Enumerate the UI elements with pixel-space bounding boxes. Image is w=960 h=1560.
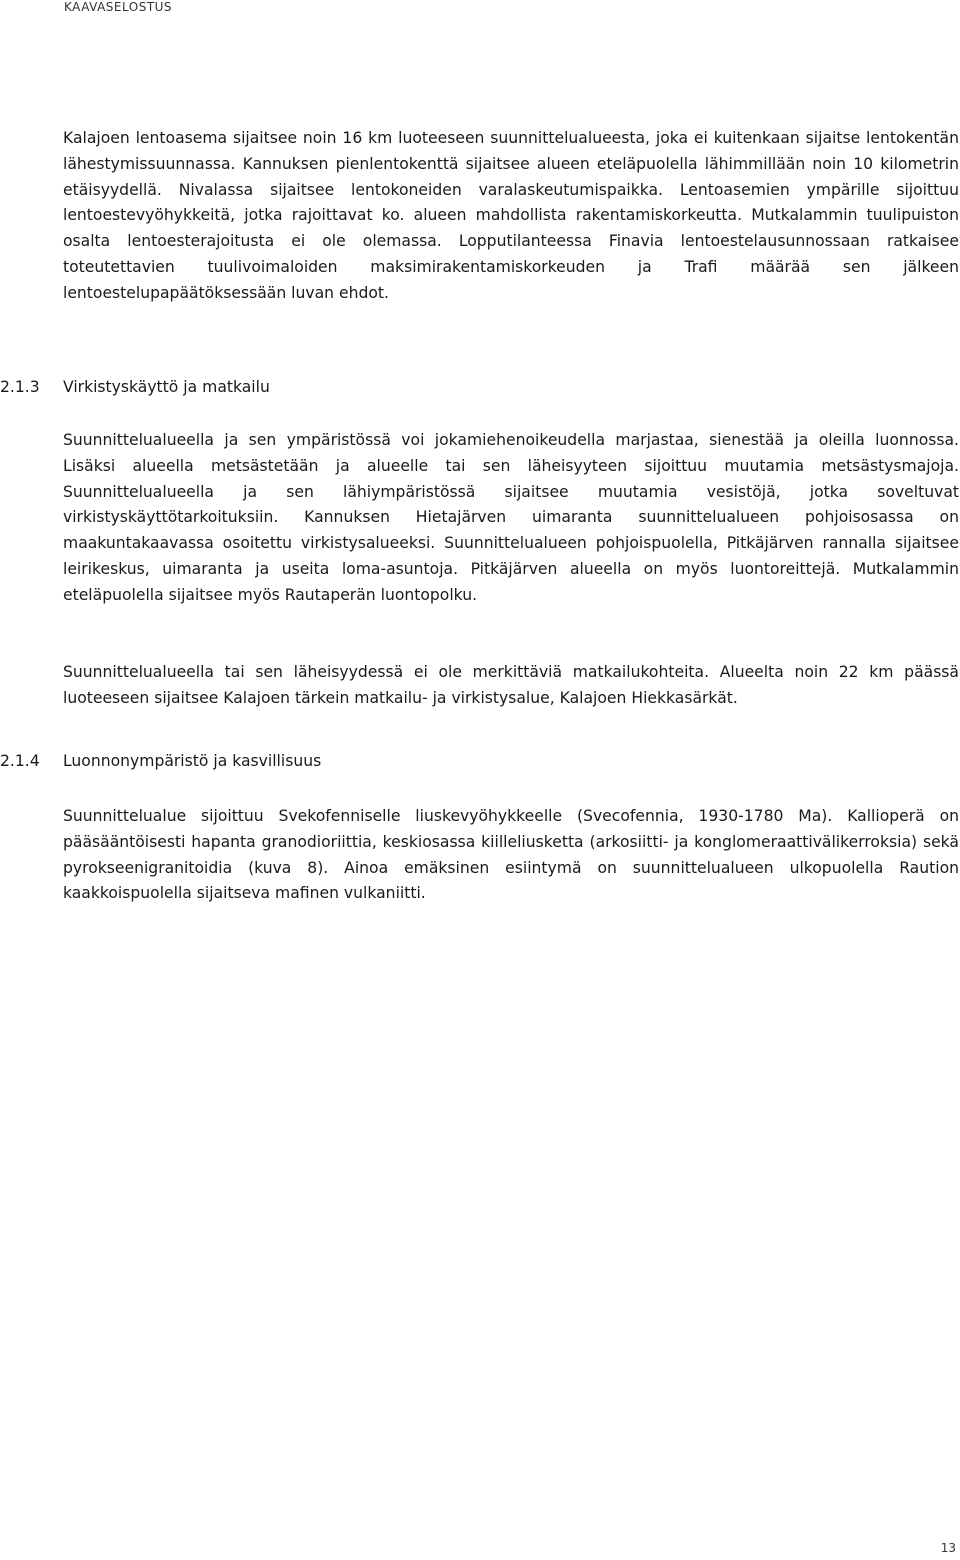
running-header: KAAVASELOSTUS: [64, 0, 173, 14]
section-number: 2.1.4: [0, 752, 40, 770]
page-number: 13: [940, 1541, 956, 1555]
section-heading-2-1-3: [0, 376, 270, 398]
intro-paragraph: Kalajoen lentoasema sijaitsee noin 16 km luoteeseen suunnittelualueesta, joka ei kuitenkaan sijaitse lentokentän lähestymissuunnassa. Kannuksen pienlentokenttä sijaitsee alueen eteläpuolella lähimmillään noin 10 kilometrin etäisyydellä. Nivalassa sijaitsee lentokoneiden varalaskeutumispaikka. Lentoasemien ympärille sijoittuu lentoestevyöhykkeitä, jotka rajoittavat ko. alueen mahdollista rakentamiskorkeutta. Mutkalammin tuulipuiston osalta lentoesterajoitusta ei ole olemassa. Lopputilanteessa Finavia lentoestelausunnossaan ratkaisee toteutettavien tuulivoimaloiden maksimirakentamiskorkeuden ja Trafi määrää sen jälkeen lentoestelupapäätöksessään luvan ehdot.: [63, 129, 959, 302]
section-2-1-4-paragraph-1: Suunnittelualue sijoittuu Svekofenniselle liuskevyöhykkeelle (Svecofennia, 1930-1780 Ma). Kallioperä on pääsääntöisesti hapanta granodioriittia, keskiosassa kiilleliusketta (arkosiitti- ja konglomeraattivälikerroksia) sekä pyrokseenigranitoidia (kuva 8). Ainoa emäksinen esiintymä on suunnittelualueen ulkopuolella Raution kaakkoispuolella sijaitseva mafinen vulkaniitti.: [63, 807, 959, 903]
section-2-1-3-paragraph-2: Suunnittelualueella tai sen läheisyydessä ei ole merkittäviä matkailukohteita. Alueelta noin 22 km päässä luoteeseen sijaitsee Kalajoen tärkein matkailu- ja virkistysalue, Kalajoen Hiekkasärkät.: [63, 663, 959, 707]
section-2-1-3-paragraph-2-block: [63, 660, 959, 712]
section-number: 2.1.3: [0, 378, 40, 396]
section-2-1-3-paragraph-1: Suunnittelualueella ja sen ympäristössä voi jokamiehenoikeudella marjastaa, sienestää ja oleilla luonnossa. Lisäksi alueella metsästetään ja alueelle tai sen läheisyyteen sijoittuu muutamia metsästysmajoja. Suunnittelualueella ja sen lähiympäristössä sijaitsee muutamia vesistöjä, jotka soveltuvat virkistyskäyttötarkoituksiin. Kannuksen Hietajärven uimaranta suunnittelualueen pohjoisosassa on maakuntakaavassa osoitettu virkistysalueeksi. Suunnittelualueen pohjoispuolella, Pitkäjärven rannalla sijaitsee leirikeskus, uimaranta ja useita loma-asuntoja. Pitkäjärven alueella on myös luontoreittejä. Mutkalammin eteläpuolella sijaitsee myös Rautaperän luontopolku.: [63, 431, 959, 604]
intro-paragraph-block: [63, 126, 959, 307]
section-2-1-3-paragraph-1-block: [63, 428, 959, 609]
section-title: Virkistyskäyttö ja matkailu: [63, 378, 270, 396]
section-2-1-4-paragraph-1-block: [63, 804, 959, 907]
section-title: Luonnonympäristö ja kasvillisuus: [63, 752, 322, 770]
section-heading-2-1-4: [0, 750, 322, 772]
